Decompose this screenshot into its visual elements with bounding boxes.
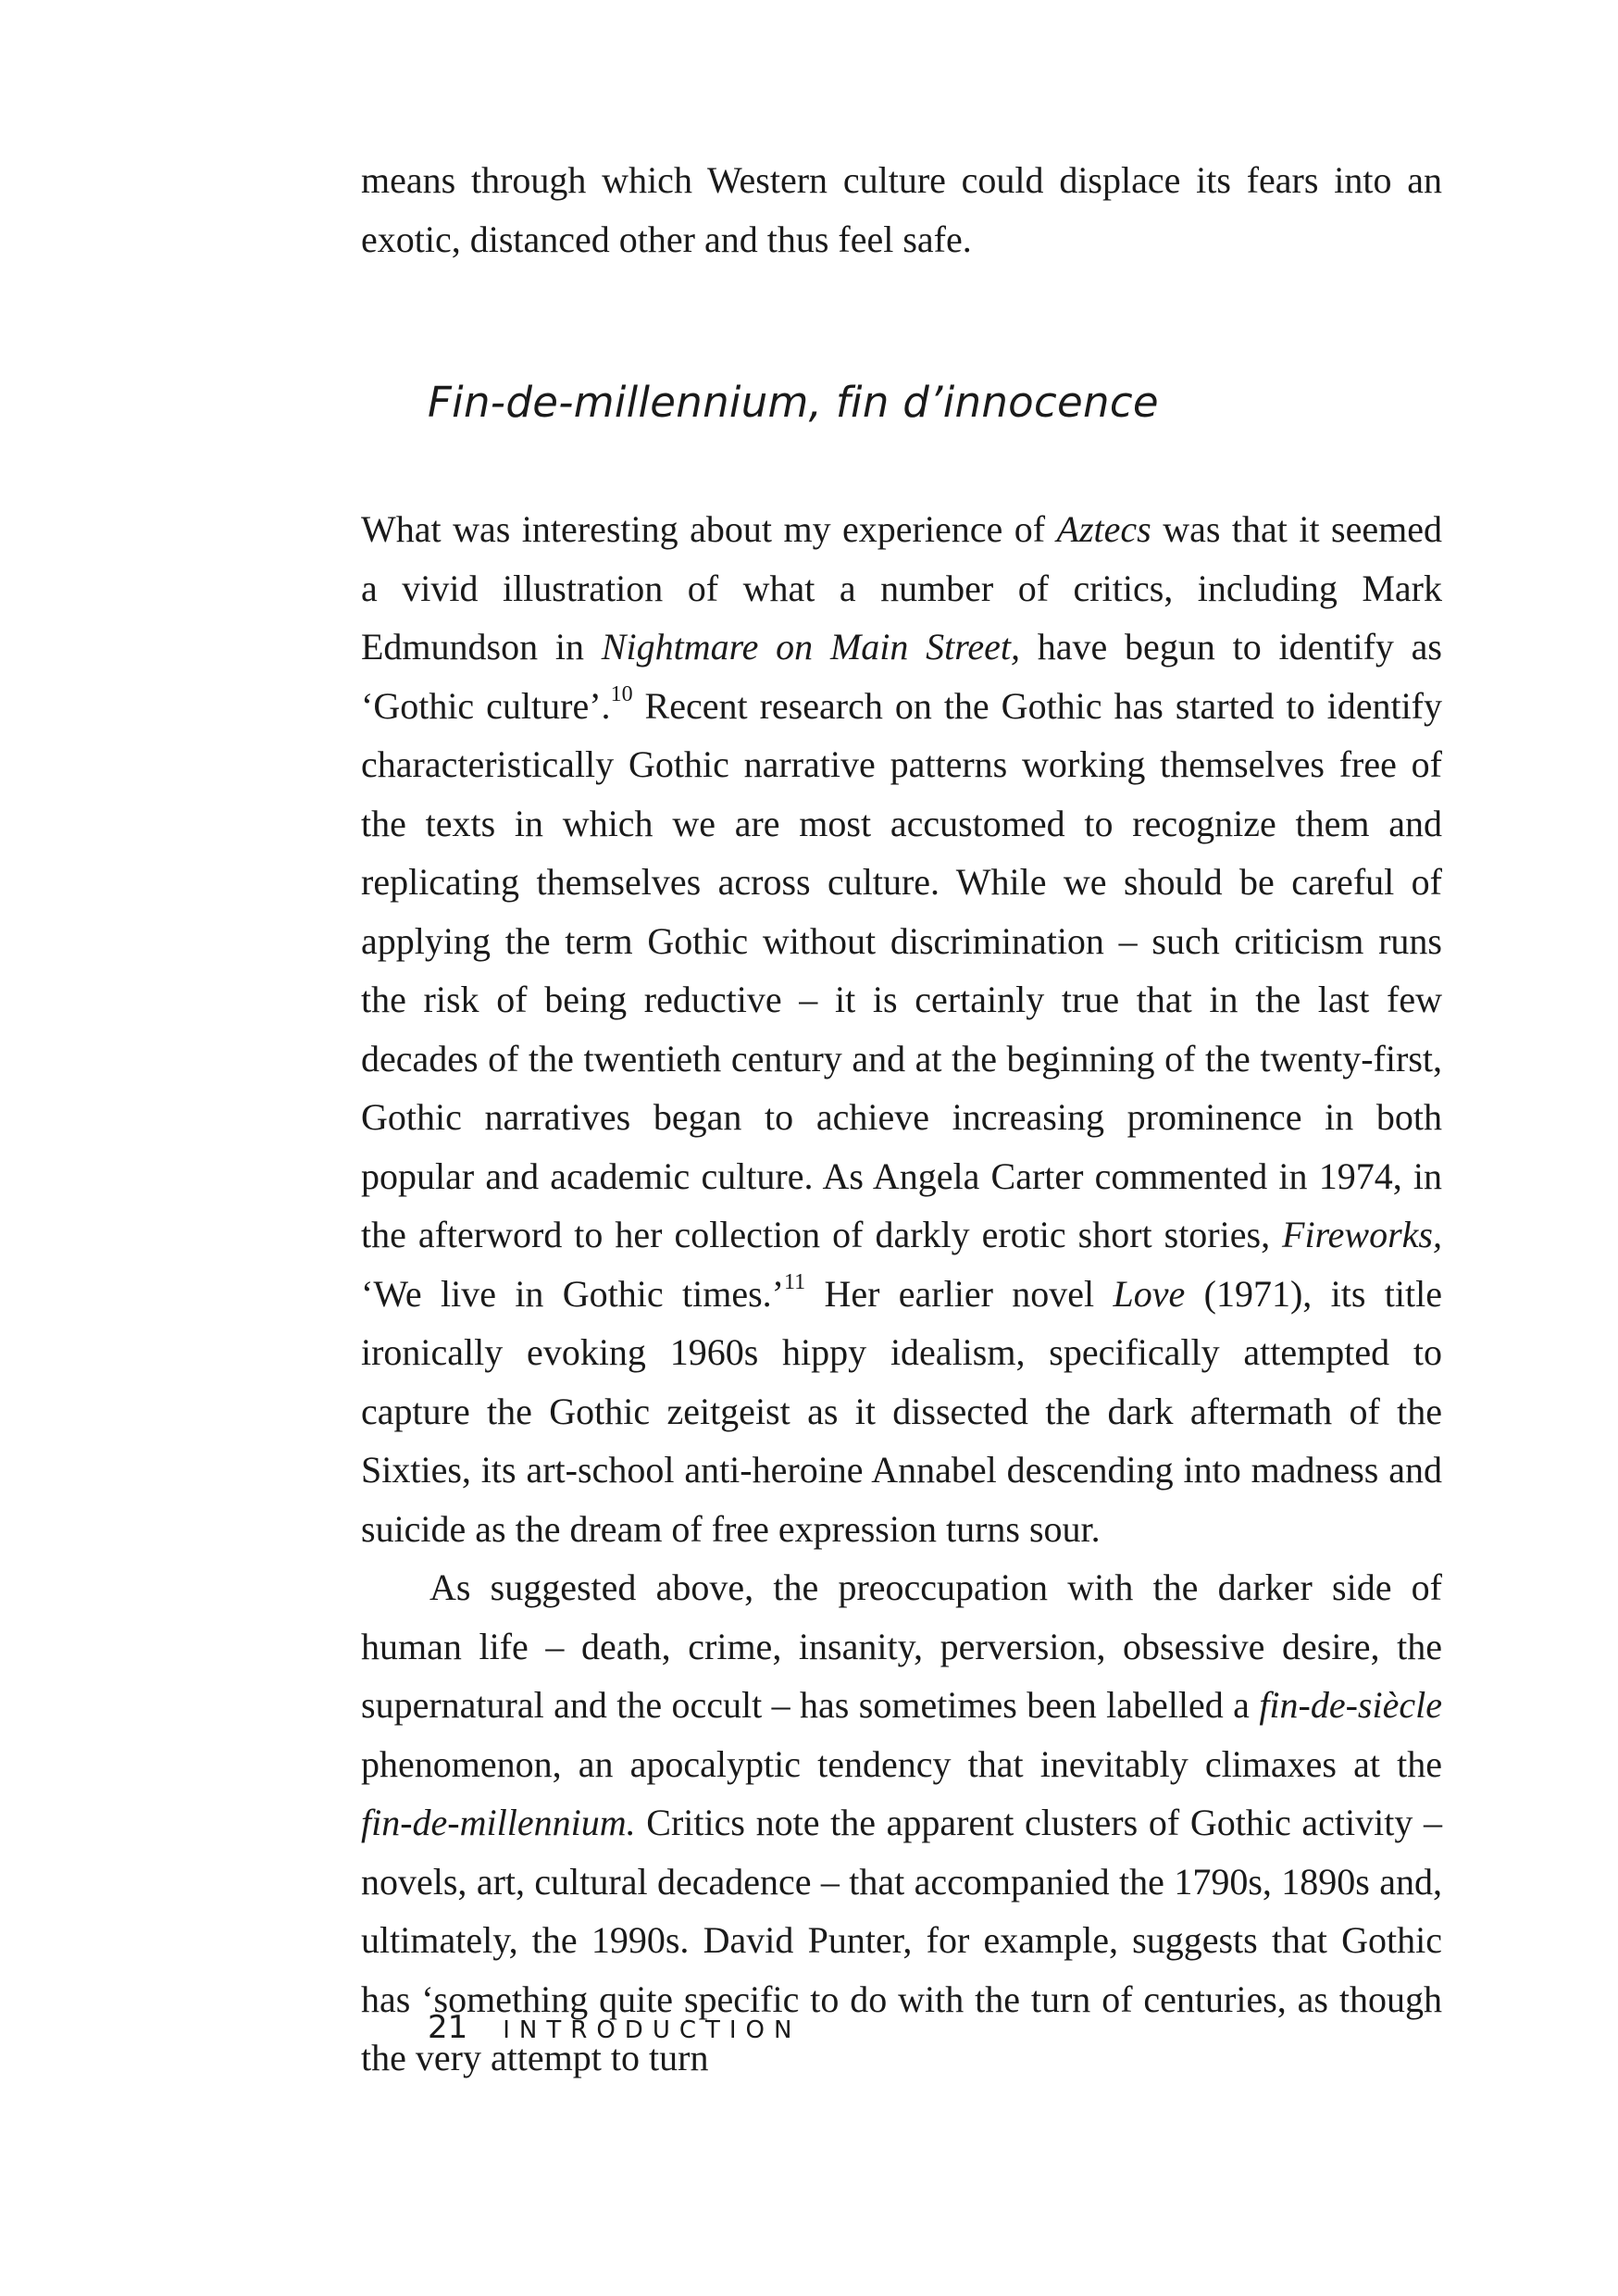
continued-paragraph [361, 151, 1442, 268]
paragraph-1-text-3: have begun to identify as ‘Gothic culture’. [361, 626, 1442, 727]
paragraph-1-text-4: Recent research on the Gothic has started to identify characteristically Gothic narrative patterns working themselves free of the texts in which we are most accustomed to recognize them and replicating themselves across culture. While we should be careful of applying the term Gothic without discrimination – such criticism runs the risk of being reductive – it is certainly true that in the last few decades of the twentieth century and at the beginning of the twenty-first, Gothic narratives began to achieve increasing prominence in both popular and academic culture. As Angela Carter commented in 1974, in the afterword to her collection of darkly erotic short stories, [361, 684, 1443, 1255]
paragraph-1-text-7: (1971), its title ironically evoking 1960s hippy idealism, specifically attempted to capture the Gothic zeitgeist as it dissected the dark aftermath of the Sixties, its art-school anti-heroine Annabel descending into madness and suicide as the dream of free expression turns sour. [361, 1272, 1442, 1550]
page-number: 21 [428, 2009, 468, 2046]
paragraph-1-text-6: Her earlier novel [805, 1272, 1114, 1315]
footnote-ref-10: 10 [610, 682, 633, 707]
title-love: Love [1113, 1272, 1186, 1315]
page-footer [428, 2009, 801, 2046]
title-nightmare-on-main-street: Nightmare on Main Street, [601, 626, 1020, 668]
paragraph-1-text-5: ‘We live in Gothic times.’ [361, 1272, 784, 1315]
paragraph-1-text-1: What was interesting about my experience of [361, 508, 1057, 550]
title-aztecs: Aztecs [1056, 508, 1151, 550]
title-fireworks: Fireworks, [1282, 1214, 1442, 1255]
term-fin-de-siecle: fin-de-siècle [1259, 1684, 1442, 1726]
body-text [361, 500, 1442, 2088]
paragraph-1-text-2: was that it seemed a vivid illustration of what a number of critics, including Mark Edmundson in [361, 508, 1442, 668]
paragraph-2-text-1: As suggested above, the preoccupation with the darker side of human life – death, crime, insanity, perversion, obsessive desire, the supernatural and the occult – has sometimes been labelled a [361, 1566, 1442, 1726]
paragraph-2 [361, 1558, 1442, 2088]
paragraph-2-text-3: Critics note the apparent clusters of Gothic activity – novels, art, cultural decadence – that accompanied the 1790s, 1890s and, ultimately, the 1990s. David Punter, for example, suggests that Gothic has ‘something quite specific to do with the turn of centuries, as though the very attempt to turn [361, 1802, 1442, 2078]
footnote-ref-11: 11 [784, 1270, 806, 1295]
section-heading: Fin-de-millennium, fin d’innocence [428, 378, 1159, 427]
term-fin-de-millennium: fin-de-millennium. [361, 1802, 636, 1843]
paragraph-1 [361, 500, 1442, 1558]
paragraph-2-text-2: phenomenon, an apocalyptic tendency that inevitably climaxes at the [361, 1742, 1442, 1785]
continued-paragraph-text: means through which Western culture could displace its fears into an exotic, distanced other and thus feel safe. [361, 159, 1442, 260]
running-footer-section: INTRODUCTION [503, 2016, 802, 2044]
